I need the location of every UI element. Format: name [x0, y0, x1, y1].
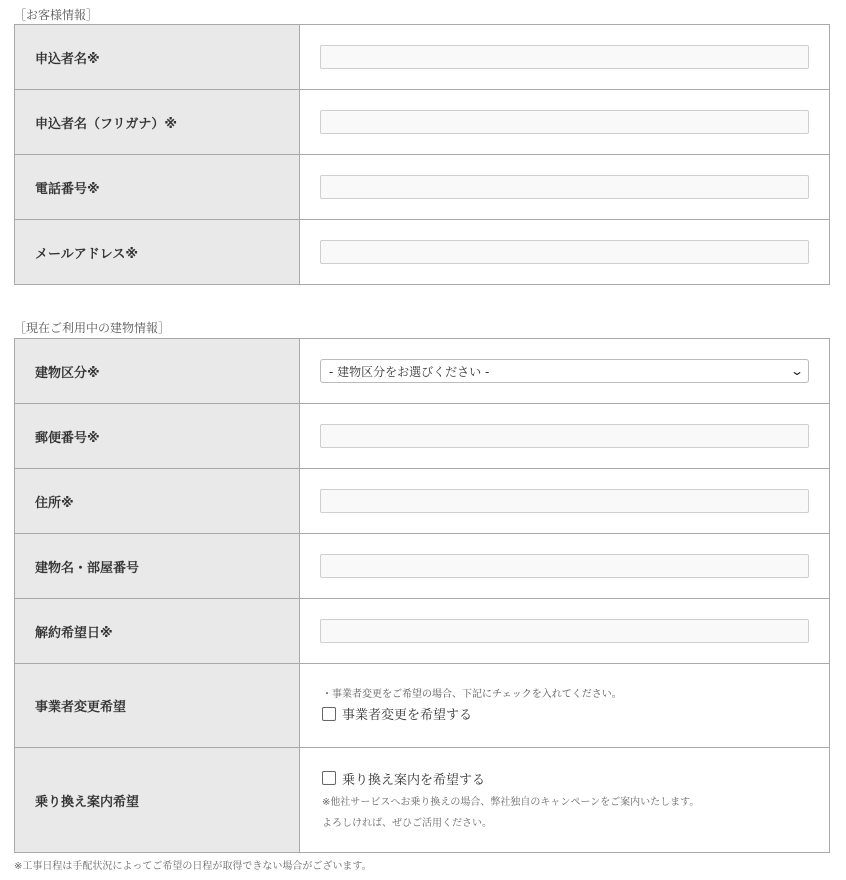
- customer-info-heading: ［お客様情報］: [14, 8, 99, 22]
- applicant-kana-input[interactable]: [320, 110, 809, 134]
- building-type-selected-value: - 建物区分をお選びください -: [329, 364, 490, 379]
- form-row-postal-code: [15, 404, 830, 469]
- postal-code-input[interactable]: [320, 424, 809, 448]
- form-row-applicant-name: [15, 25, 830, 90]
- building-name-input[interactable]: [320, 554, 809, 578]
- operator-change-label: 事業者変更希望: [15, 664, 300, 748]
- form-row-operator-change: [15, 664, 830, 748]
- address-input[interactable]: [320, 489, 809, 513]
- form-row-phone: [15, 155, 830, 220]
- email-label: メールアドレス※: [15, 220, 300, 285]
- switch-guide-option[interactable]: [322, 769, 809, 788]
- phone-label: 電話番号※: [15, 155, 300, 220]
- address-label: 住所※: [15, 469, 300, 534]
- operator-change-option[interactable]: [322, 704, 809, 723]
- applicant-kana-label: 申込者名（フリガナ）※: [15, 90, 300, 155]
- cancel-date-input[interactable]: [320, 619, 809, 643]
- form-row-address: [15, 469, 830, 534]
- form-row-cancel-date: [15, 599, 830, 664]
- building-type-label: 建物区分※: [15, 339, 300, 404]
- form-row-building-name: [15, 534, 830, 599]
- switch-guide-checkbox[interactable]: [322, 771, 336, 785]
- chevron-down-icon: ⌄: [789, 364, 805, 378]
- operator-change-note: ・事業者変更をご希望の場合、下記にチェックを入れてください。: [322, 689, 622, 700]
- operator-change-checkbox[interactable]: [322, 707, 336, 721]
- building-name-label: 建物名・部屋番号: [15, 534, 300, 599]
- cancel-date-label: 解約希望日※: [15, 599, 300, 664]
- building-info-heading: ［現在ご利用中の建物情報］: [14, 321, 171, 335]
- customer-info-table: [14, 24, 830, 285]
- switch-guide-label: 乗り換え案内希望: [15, 748, 300, 853]
- form-row-email: [15, 220, 830, 285]
- building-info-table: [14, 338, 830, 853]
- form-row-switch-guide: [15, 748, 830, 853]
- applicant-name-label: 申込者名※: [15, 25, 300, 90]
- footer-note: ※工事日程は手配状況によってご希望の日程が取得できない場合がございます。: [14, 861, 372, 872]
- phone-input[interactable]: [320, 175, 809, 199]
- postal-code-label: 郵便番号※: [15, 404, 300, 469]
- switch-guide-note-2: よろしければ、ぜひご活用ください。: [322, 817, 492, 829]
- form-row-applicant-kana: [15, 90, 830, 155]
- operator-change-checkbox-label[interactable]: 事業者変更を希望する: [342, 708, 473, 723]
- building-type-select[interactable]: [320, 359, 809, 383]
- email-input[interactable]: [320, 240, 809, 264]
- switch-guide-checkbox-label[interactable]: 乗り換え案内を希望する: [342, 772, 486, 788]
- switch-guide-note-1: ※他社サービスへお乗り換えの場合、弊社独自のキャンペーンをご案内いたします。: [322, 796, 700, 808]
- form-row-building-type: [15, 339, 830, 404]
- applicant-name-input[interactable]: [320, 45, 809, 69]
